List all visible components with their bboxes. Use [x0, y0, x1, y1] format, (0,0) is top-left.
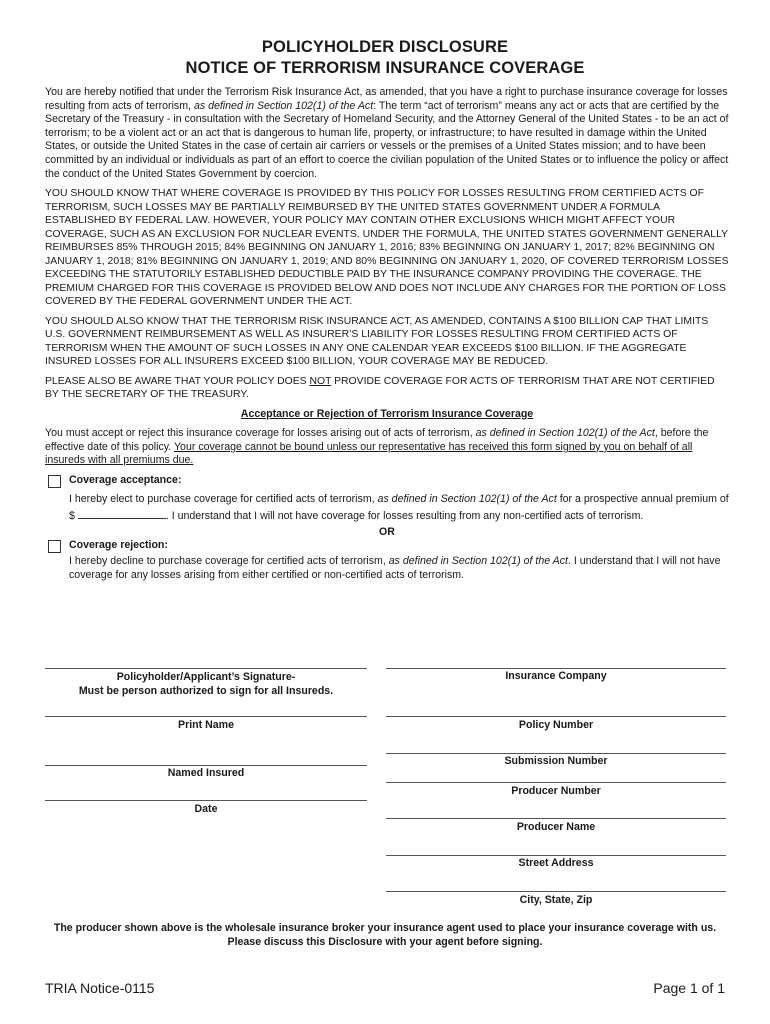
print-name-line[interactable] — [45, 716, 367, 717]
submission-number-label: Submission Number — [504, 755, 608, 767]
producer-number-line[interactable] — [386, 782, 726, 783]
coverage-acceptance-label: Coverage acceptance: — [69, 474, 182, 487]
date-label: Date — [194, 803, 218, 815]
policyholder-signature-label-line2: Must be person authorized to sign for all Insureds. — [78, 685, 334, 697]
city-state-zip-label: City, State, Zip — [519, 894, 593, 906]
named-insured-line[interactable] — [45, 765, 367, 766]
coverage-rejection-checkbox[interactable] — [48, 540, 61, 553]
insurance-company-line[interactable] — [386, 668, 726, 669]
or-separator: OR — [379, 525, 395, 538]
policyholder-signature-line[interactable] — [45, 668, 367, 669]
named-insured-label: Named Insured — [167, 767, 245, 779]
document-body — [45, 86, 729, 582]
reimbursement-paragraph: YOU SHOULD KNOW THAT WHERE COVERAGE IS PROVIDED BY THIS POLICY FOR LOSSES RESULTING FROM CERTIFIED ACTS OF TERRORISM, SUCH LOSSES MAY BE PARTIALLY REIMBURSED BY THE UNITED STATES GOVERNMENT UNDER A FORMULA ESTABLISHED BY FEDERAL LAW. HOWEVER, YOUR POLICY MAY CONTAIN OTHER EXCLUSIONS WHICH MIGHT AFFECT YOUR COVERAGE, SUCH AS AN EXCLUSION FOR NUCLEAR EVENTS. UNDER THE FORMULA, THE UNITED STATES GOVERNMENT GENERALLY REIMBURSES 85% THROUGH 2015; 84% BEGINNING ON JANUARY 1, 2016; 83% BEGINNING ON JANUARY 1, 2017; 82% BEGINNING ON JANUARY 1, 2018; 81% BEGINNING ON JANUARY 1, 2019; AND 80% BEGINNING ON JANUARY 1, 2020, OF COVERED TERRORISM LOSSES EXCEEDING THE STATUTORILY ESTABLISHED DEDUCTIBLE PAID BY THE INSURANCE COMPANY PROVIDING THE COVERAGE. THE PREMIUM CHARGED FOR THIS COVERAGE IS PROVIDED BELOW AND DOES NOT INCLUDE ANY CHARGES FOR THE PORTION OF LOSS COVERED BY THE FEDERAL GOVERNMENT UNDER THE ACT. — [45, 188, 729, 308]
intro-paragraph: You are hereby notified that under the Terrorism Risk Insurance Act, as amended, that you have a right to purchase insurance coverage for losses resulting from acts of terrorism, as defined in Section 102(1) of the Act: The term “act of terrorism” means any act or acts that are certified by the Secretary of the Treasury - in consultation with the Secretary of Homeland Security, and the Attorney General of the United States - to be an act of terrorism; to be a violent act or an act that is dangerous to human life, property, or infrastructure; to have resulted in damage within the United States, or outside the United States in the case of certain air carriers or vessels or the premises of a United States mission; and to have been committed by an individual or individuals as part of an effort to coerce the civilian population of the United States or to influence the policy or affect the conduct of the United States Government by coercion. — [45, 86, 729, 180]
annual-premium-field[interactable] — [78, 507, 166, 519]
producer-name-line[interactable] — [386, 818, 726, 819]
document-title: POLICYHOLDER DISCLOSURE — [261, 38, 509, 56]
policy-number-line[interactable] — [386, 716, 726, 717]
page-number: Page 1 of 1 — [653, 980, 725, 996]
coverage-acceptance-option — [45, 474, 729, 524]
insurance-company-label: Insurance Company — [505, 670, 607, 682]
producer-footnote: The producer shown above is the wholesale insurance broker your insurance agent used to place your insurance coverage with us. Please discuss this Disclosure with your agent before signing. — [53, 922, 717, 948]
coverage-rejection-label: Coverage rejection: — [69, 539, 168, 552]
coverage-rejection-option — [45, 539, 729, 582]
cap-paragraph: YOU SHOULD ALSO KNOW THAT THE TERRORISM RISK INSURANCE ACT, AS AMENDED, CONTAINS A $100 BILLION CAP THAT LIMITS U.S. GOVERNMENT REIMBURSEMENT AS WELL AS INSURER’S LIABILITY FOR LOSSES RESULTING FROM CERTIFIED ACTS OF TERRORISM WHEN THE AMOUNT OF SUCH LOSSES IN ANY ONE CALENDAR YEAR EXCEEDS $100 BILLION. IF THE AGGREGATE INSURED LOSSES FOR ALL INSURERS EXCEED $100 BILLION, YOUR COVERAGE MAY BE REDUCED. — [45, 315, 709, 368]
policy-number-label: Policy Number — [518, 719, 594, 731]
street-address-line[interactable] — [386, 855, 726, 856]
submission-number-line[interactable] — [386, 753, 726, 754]
document-subtitle: NOTICE OF TERRORISM INSURANCE COVERAGE — [185, 59, 585, 77]
date-line[interactable] — [45, 800, 367, 801]
non-certified-paragraph: PLEASE ALSO BE AWARE THAT YOUR POLICY DOES NOT PROVIDE COVERAGE FOR ACTS OF TERRORISM THAT ARE NOT CERTIFIED BY THE SECRETARY OF THE TREASURY. — [45, 375, 715, 401]
coverage-rejection-text: I hereby decline to purchase coverage for certified acts of terrorism, as defined in Section 102(1) of the Act. I understand that I will not have coverage for any losses arising from either certified or non-certified acts of terrorism. — [69, 554, 721, 581]
acceptance-heading: Acceptance or Rejection of Terrorism Insurance Coverage — [240, 407, 534, 420]
producer-number-label: Producer Number — [511, 785, 601, 797]
policyholder-signature-label-line1: Policyholder/Applicant’s Signature- — [116, 671, 296, 683]
street-address-label: Street Address — [518, 857, 594, 869]
producer-name-label: Producer Name — [516, 821, 596, 833]
policyholder-signature-label — [45, 670, 367, 698]
accept-reject-instructions: You must accept or reject this insurance coverage for losses arising out of acts of terrorism, as defined in Section 102(1) of the Act, before the effective date of this policy. Your coverage cannot be bound unless our representative has received this form signed by you on behalf of all insureds with all premiums due. — [45, 427, 709, 467]
print-name-label: Print Name — [178, 719, 234, 731]
form-id: TRIA Notice-0115 — [45, 980, 155, 996]
coverage-acceptance-text: I hereby elect to purchase coverage for certified acts of terrorism, as defined in Section 102(1) of the Act for a prospective annual premium of $ . I understand that I will not have coverage for losses resulting from any non-certified acts of terrorism. — [69, 492, 729, 522]
coverage-acceptance-checkbox[interactable] — [48, 475, 61, 488]
city-state-zip-line[interactable] — [386, 891, 726, 892]
